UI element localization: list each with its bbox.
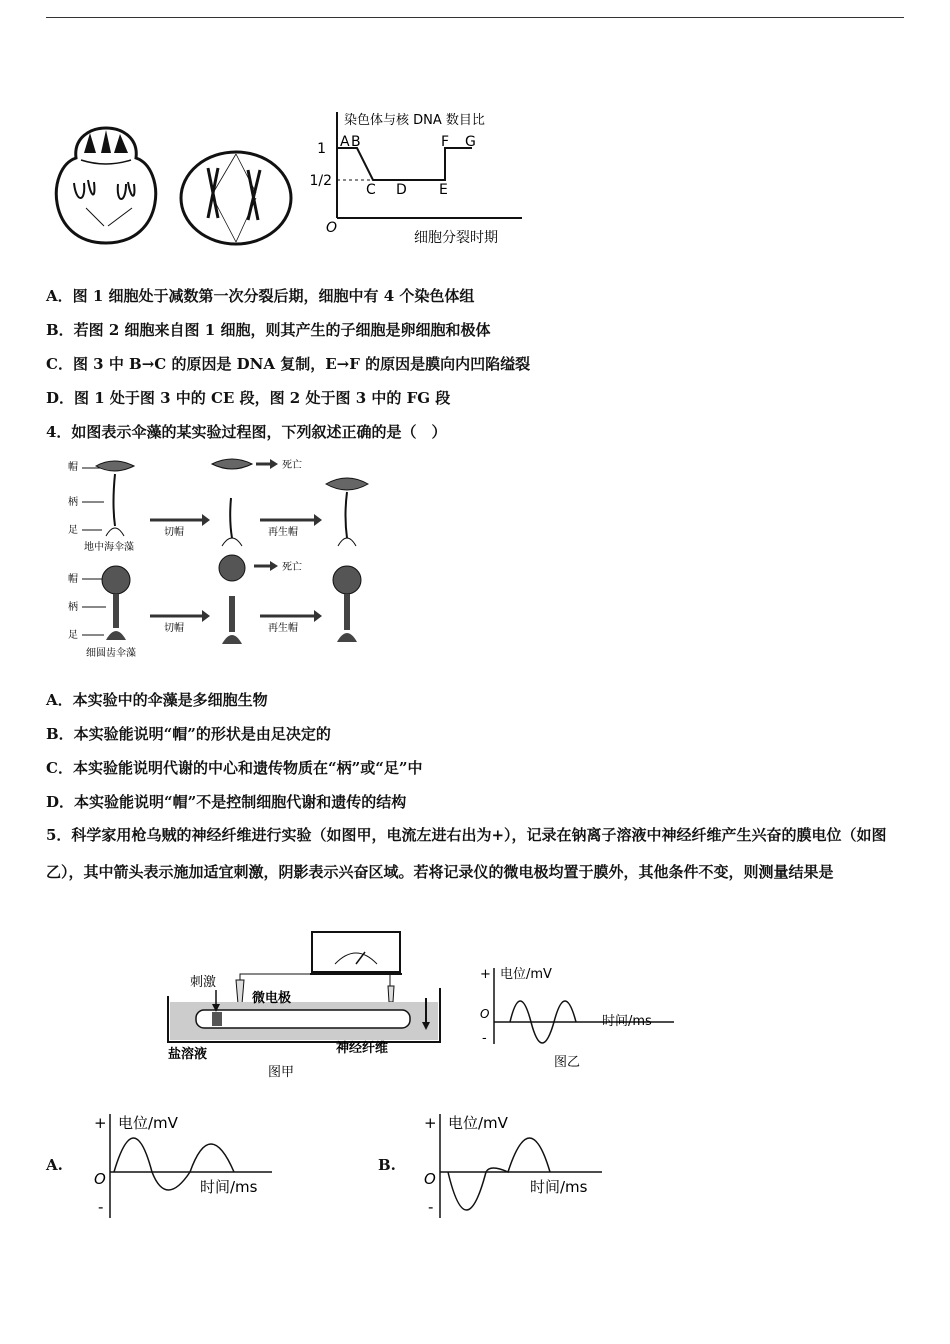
q4-option-b: B．本实验能说明“帽”的形状是由足决定的: [46, 725, 331, 743]
q4-option-c: C．本实验能说明代谢的中心和遗传物质在“柄”或“足”中: [46, 759, 423, 777]
label-foot-2: 足: [68, 630, 78, 641]
a-ylabel: 电位/mV: [118, 1114, 178, 1132]
graph-xlabel: 细胞分裂时期: [414, 230, 498, 246]
a-xlabel: 时间/ms: [200, 1178, 258, 1196]
label-electrode: 微电极: [252, 991, 292, 1006]
q5-option-b-label: B.: [378, 1156, 396, 1174]
q3-option-d: D．图 1 处于图 3 中的 CE 段，图 2 处于图 3 中的 FG 段: [46, 389, 451, 407]
label-stalk-2: 柄: [68, 602, 78, 613]
tick-half: 1/2: [309, 173, 332, 189]
potential-graph-yi: [476, 962, 676, 1072]
caption-yi: 图乙: [554, 1055, 581, 1070]
label-regen-1: 再生帽: [268, 527, 298, 538]
q5-option-a-label: A.: [46, 1156, 63, 1174]
acetabularia-figure: [62, 454, 382, 664]
label-saline: 盐溶液: [168, 1047, 208, 1062]
label-stalk-1: 柄: [68, 497, 78, 508]
yi-plus: +: [480, 967, 491, 982]
b-xlabel: 时间/ms: [530, 1178, 588, 1196]
a-origin: O: [94, 1170, 106, 1188]
label-species-2: 细圆齿伞藻: [86, 648, 136, 659]
tick-1: 1: [317, 141, 326, 157]
b-origin: O: [424, 1170, 436, 1188]
label-species-1: 地中海伞藻: [84, 542, 134, 553]
graph-origin: O: [326, 220, 338, 236]
graph-ylabel: 染色体与核 DNA 数目比: [344, 113, 485, 128]
q3-option-c: C．图 3 中 B→C 的原因是 DNA 复制，E→F 的原因是膜向内凹陷缢裂: [46, 355, 531, 373]
ratio-graph: [300, 104, 530, 250]
q3-option-b: B．若图 2 细胞来自图 1 细胞，则其产生的子细胞是卵细胞和极体: [46, 321, 491, 339]
label-fiber: 神经纤维: [336, 1041, 389, 1056]
q5-option-a-graph: [86, 1108, 286, 1224]
pt-e: E: [439, 182, 448, 198]
q4-option-a: A．本实验中的伞藻是多细胞生物: [46, 691, 268, 709]
nerve-apparatus-figure: [160, 928, 460, 1080]
q4-stem: 4．如图表示伞藻的某实验过程图，下列叙述正确的是（ ）: [46, 423, 447, 441]
label-cap-2: 帽: [68, 574, 78, 585]
yi-origin: O: [480, 1007, 490, 1021]
label-cut-1: 切帽: [164, 527, 184, 538]
b-ylabel: 电位/mV: [448, 1114, 508, 1132]
cell-figure-2: [178, 148, 294, 248]
b-plus: +: [424, 1114, 437, 1132]
pt-d: D: [396, 182, 407, 198]
yi-xlabel: 时间/ms: [602, 1014, 652, 1029]
pt-c: C: [366, 182, 376, 198]
pt-g: G: [465, 134, 476, 150]
yi-minus: -: [482, 1031, 487, 1046]
label-death-1: 死亡: [282, 460, 302, 471]
yi-ylabel: 电位/mV: [500, 967, 552, 982]
a-minus: -: [98, 1198, 104, 1216]
label-foot-1: 足: [68, 525, 78, 536]
q5-stem: 5．科学家用枪乌贼的神经纤维进行实验（如图甲，电流左进右出为+），记录在钠离子溶液中神经纤维产生兴奋的膜电位（如图乙），其中箭头表示施加适宜刺激，阴影表示兴奋区域。若将记录仪的微电极均置于膜外，其他条件不变，则测量结果是: [46, 826, 887, 881]
cell-figure-1: [46, 108, 166, 248]
label-death-2: 死亡: [282, 562, 302, 573]
q3-option-a: A．图 1 细胞处于减数第一次分裂后期，细胞中有 4 个染色体组: [46, 287, 475, 305]
caption-jia: 图甲: [268, 1065, 295, 1080]
pt-f: F: [441, 134, 450, 150]
pt-b: B: [351, 134, 361, 150]
label-stimulus: 刺激: [190, 975, 217, 990]
q5-option-b-graph: [416, 1108, 616, 1224]
pt-a: A: [340, 134, 350, 150]
header-rule: [46, 17, 904, 18]
a-plus: +: [94, 1114, 107, 1132]
label-cap-1: 帽: [68, 462, 78, 473]
q4-option-d: D．本实验能说明“帽”不是控制细胞代谢和遗传的结构: [46, 793, 407, 811]
label-regen-2: 再生帽: [268, 623, 298, 634]
b-minus: -: [428, 1198, 434, 1216]
label-cut-2: 切帽: [164, 623, 184, 634]
